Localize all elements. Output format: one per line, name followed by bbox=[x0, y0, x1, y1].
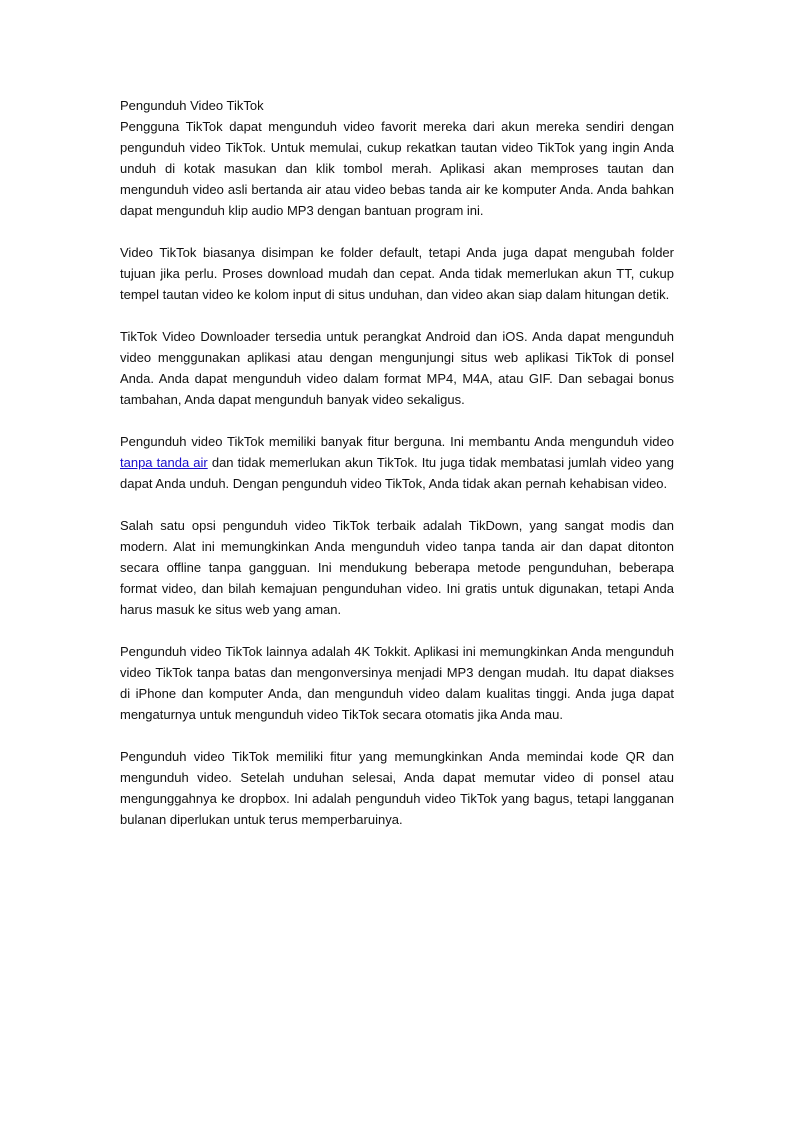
paragraph-4-text-after: dan tidak memerlukan akun TikTok. Itu juga tidak membatasi jumlah video yang dapat Anda unduh. Dengan pengunduh video TikTok, Anda tidak akan pernah kehabisan video. bbox=[120, 455, 675, 491]
paragraph-2: Video TikTok biasanya disimpan ke folder default, tetapi Anda juga dapat mengubah folder tujuan jika perlu. Proses download mudah dan cepat. Anda tidak memerlukan akun TT, cukup tempel tautan video ke kolom input di situs unduhan, dan video akan siap dalam hitungan detik. bbox=[120, 245, 674, 302]
paragraph-5: Salah satu opsi pengunduh video TikTok terbaik adalah TikDown, yang sangat modis dan modern. Alat ini memungkinkan Anda mengunduh video tanpa tanda air dan dapat ditonton secara offline tanpa gangguan. Ini mendukung beberapa metode pengunduhan, beberapa format video, dan bilah kemajuan pengunduhan video. Ini gratis untuk digunakan, tetapi Anda harus masuk ke situs web yang aman. bbox=[120, 518, 674, 617]
paragraph-6: Pengunduh video TikTok lainnya adalah 4K Tokkit. Aplikasi ini memungkinkan Anda mengunduh video TikTok tanpa batas dan mengonversinya menjadi MP3 dengan mudah. Itu dapat diakses di iPhone dan komputer Anda, dan mengunduh video dalam kualitas tinggi. Anda juga dapat mengaturnya untuk mengunduh video TikTok secara otomatis jika Anda mau. bbox=[120, 644, 674, 722]
document-page bbox=[120, 95, 674, 851]
document-title: Pengunduh Video TikTok bbox=[120, 98, 264, 113]
paragraph-4 bbox=[120, 431, 674, 494]
tanpa-tanda-air-link[interactable]: tanpa tanda air bbox=[120, 455, 208, 470]
paragraph-1: Pengguna TikTok dapat mengunduh video favorit mereka dari akun mereka sendiri dengan pengunduh video TikTok. Untuk memulai, cukup rekatkan tautan video TikTok yang ingin Anda unduh di kotak masukan dan klik tombol merah. Aplikasi akan memproses tautan dan mengunduh video asli bertanda air atau video bebas tanda air ke komputer Anda. Anda bahkan dapat mengunduh klip audio MP3 dengan bantuan program ini. bbox=[120, 119, 674, 218]
paragraph-3: TikTok Video Downloader tersedia untuk perangkat Android dan iOS. Anda dapat mengunduh video menggunakan aplikasi atau dengan mengunjungi situs web aplikasi TikTok di ponsel Anda. Anda dapat mengunduh video dalam format MP4, M4A, atau GIF. Dan sebagai bonus tambahan, Anda dapat mengunduh banyak video sekaligus. bbox=[120, 329, 674, 407]
paragraph-7: Pengunduh video TikTok memiliki fitur yang memungkinkan Anda memindai kode QR dan mengunduh video. Setelah unduhan selesai, Anda dapat memutar video di ponsel atau mengunggahnya ke dropbox. Ini adalah pengunduh video TikTok yang bagus, tetapi langganan bulanan diperlukan untuk terus memperbaruinya. bbox=[120, 749, 674, 827]
paragraph-4-text-before: Pengunduh video TikTok memiliki banyak fitur berguna. Ini membantu Anda mengunduh video bbox=[120, 434, 674, 449]
